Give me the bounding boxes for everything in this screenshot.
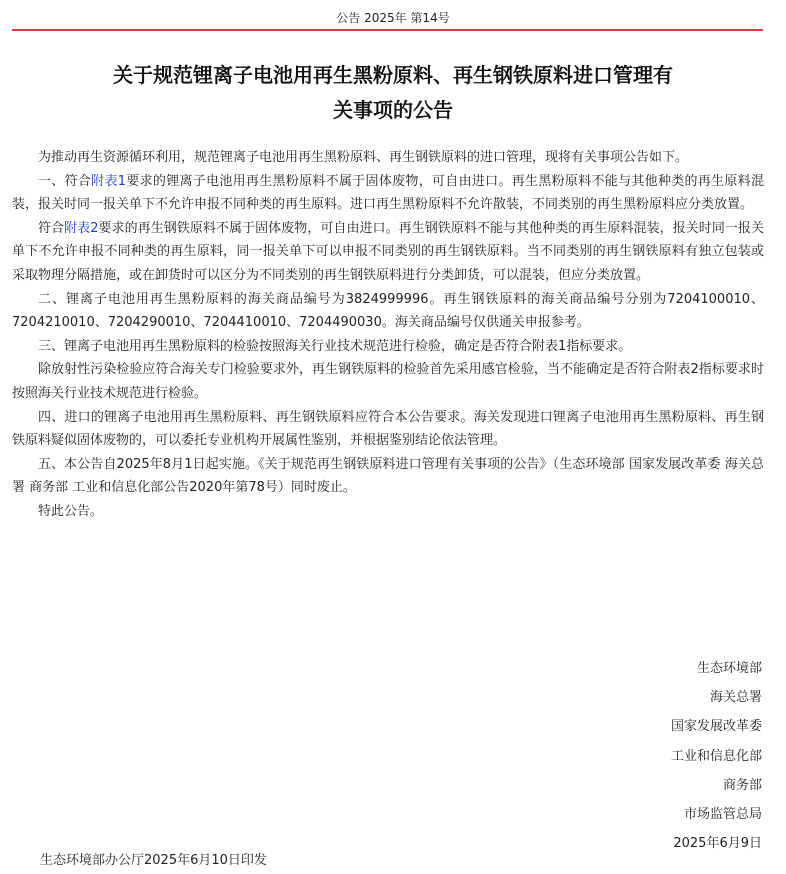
page-title [20, 58, 766, 128]
red-divider [12, 29, 763, 31]
paragraph-2 [12, 217, 764, 288]
paragraph-2-post: 要求的再生钢铁原料不属于固体废物，可自由进口。再生钢铁原料不能与其他种类的再生原料混装，报关时同一报关单下不允许申报不同种类的再生原料，同一报关单下可以申报不同类别的再生钢铁原料。当不同类别的再生钢铁原料有独立包装或采取物理分隔措施，或在卸货时可以区分为不同类别的再生钢铁原料进行分类卸货，可以混装，但应分类放置。 [12, 220, 764, 283]
title-line-2: 关事项的公告 [333, 98, 453, 122]
paragraph-closing: 特此公告。 [38, 503, 104, 519]
signature-date: 2025年6月9日 [673, 836, 762, 852]
paragraph-intro: 为推动再生资源循环利用，规范锂离子电池用再生黑粉原料、再生钢铁原料的进口管理，现将有关事项公告如下。 [38, 150, 689, 165]
paragraph-3: 二、锂离子电池用再生黑粉原料的海关商品编号为3824999996。再生钢铁原料的海关商品编号分别为7204100010、7204210010、7204290010、7204410010、7204490030。海关商品编号仅供通关申报参考。 [12, 291, 764, 331]
signer-5: 商务部 [722, 777, 762, 793]
title-line-1: 关于规范锂离子电池用再生黑粉原料、再生钢铁原料进口管理有 [113, 63, 673, 87]
paragraph-2-pre: 符合 [38, 220, 65, 236]
paragraph-5: 除放射性污染检验应符合海关专门检验要求外，再生钢铁原料的检验首先采用感官检验，当不能确定是否符合附表2指标要求时按照海关行业技术规范进行检验。 [12, 362, 764, 401]
paragraph-1 [12, 170, 764, 217]
appendix-1-link[interactable]: 附表1 [91, 173, 127, 189]
paragraph-1-post: 要求的锂离子电池用再生黑粉原料不属于固体废物，可自由进口。再生黑粉原料不能与其他种类的再生原料混装，报关时同一报关单下不允许申报不同种类的再生原料。进口再生黑粉原料不允许散装，不同类别的再生黑粉原料应分类放置。 [12, 173, 764, 213]
signer-2: 海关总署 [709, 690, 762, 706]
announcement-body [12, 146, 764, 524]
signer-1: 生态环境部 [696, 661, 762, 676]
appendix-2-link[interactable]: 附表2 [64, 220, 99, 236]
paragraph-1-pre: 一、符合 [38, 173, 92, 189]
print-note: 生态环境部办公厅2025年6月10日印发 [40, 853, 267, 868]
paragraph-7: 五、本公告自2025年8月1日起实施。《关于规范再生钢铁原料进口管理有关事项的公告》（生态环境部 国家发展改革委 海关总署 商务部 工业和信息化部公告2020年第78号）同时废止。 [12, 456, 764, 496]
paragraph-4: 三、锂离子电池用再生黑粉原料的检验按照海关行业技术规范进行检验，确定是否符合附表1指标要求。 [38, 338, 632, 354]
signer-4: 工业和信息化部 [670, 748, 762, 764]
signer-3: 国家发展改革委 [670, 719, 762, 735]
announcement-number: 公告 2025年 第14号 [336, 11, 450, 25]
signature-block [671, 654, 762, 858]
paragraph-6: 四、进口的锂离子电池用再生黑粉原料、再生钢铁原料应符合本公告要求。海关发现进口锂离子电池用再生黑粉原料、再生钢铁原料疑似固体废物的，可以委托专业机构开展属性鉴别，并根据鉴别结论依法管理。 [12, 409, 764, 449]
signer-6: 市场监管总局 [683, 807, 762, 823]
